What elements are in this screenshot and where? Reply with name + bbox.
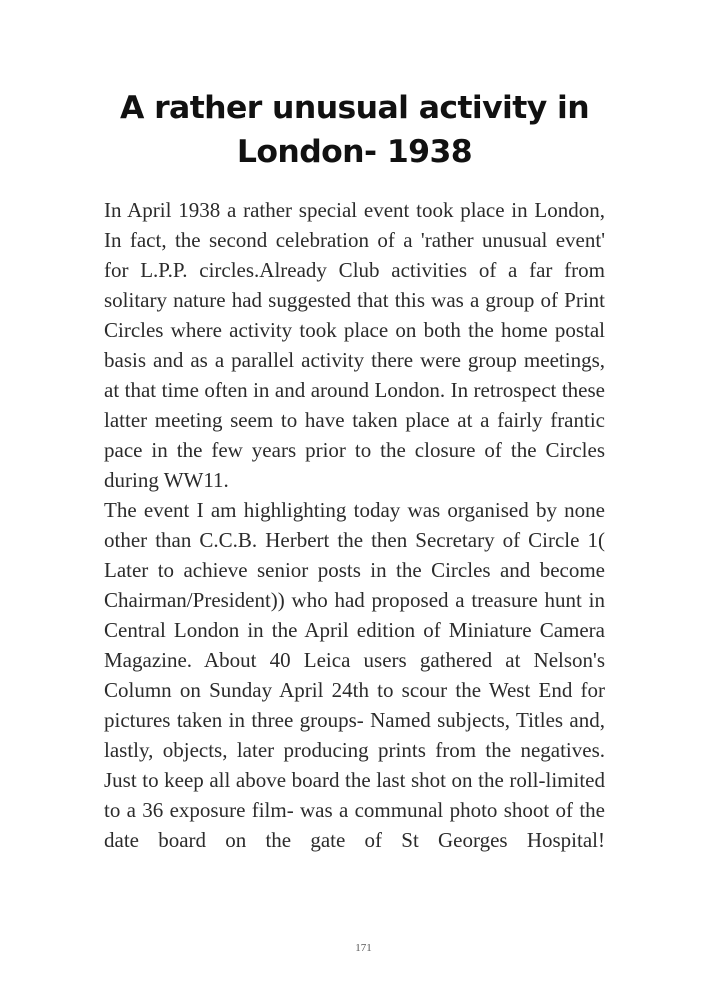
body-paragraph-1: In April 1938 a rather special event took place in London, In fact, the second celebration of a 'rather unusual event' for L.P.P. circles.Already Club activities of a far from solitary nature had suggested that this was a group of Print Circles where activity took place on both the home postal basis and as a parallel activity there were group meetings, at that time often in and around London. In retrospect these latter meeting seem to have taken place at a fairly frantic pace in the few years prior to the closure of the Circles during WW11. [104, 198, 605, 492]
article-body [104, 195, 605, 855]
body-paragraph-2: The event I am highlighting today was organised by none other than C.C.B. Herbert the then Secretary of Circle 1( Later to achieve senior posts in the Circles and become Chairman/President)) who had proposed a treasure hunt in Central London in the April edition of Miniature Camera Magazine. About 40 Leica users gathered at Nelson's Column on Sunday April 24th to scour the West End for pictures taken in three groups- Named subjects, Titles and, lastly, objects, later producing prints from the negatives. Just to keep all above board the last shot on the roll-limited to a 36 exposure film- was a communal photo shoot of the date board on the gate of St Georges Hospital! [104, 498, 605, 852]
page-title [80, 86, 629, 174]
title-line-2: London- 1938 [236, 134, 473, 170]
page-number: 171 [355, 942, 372, 954]
title-line-1: A rather unusual activity in [119, 90, 590, 126]
